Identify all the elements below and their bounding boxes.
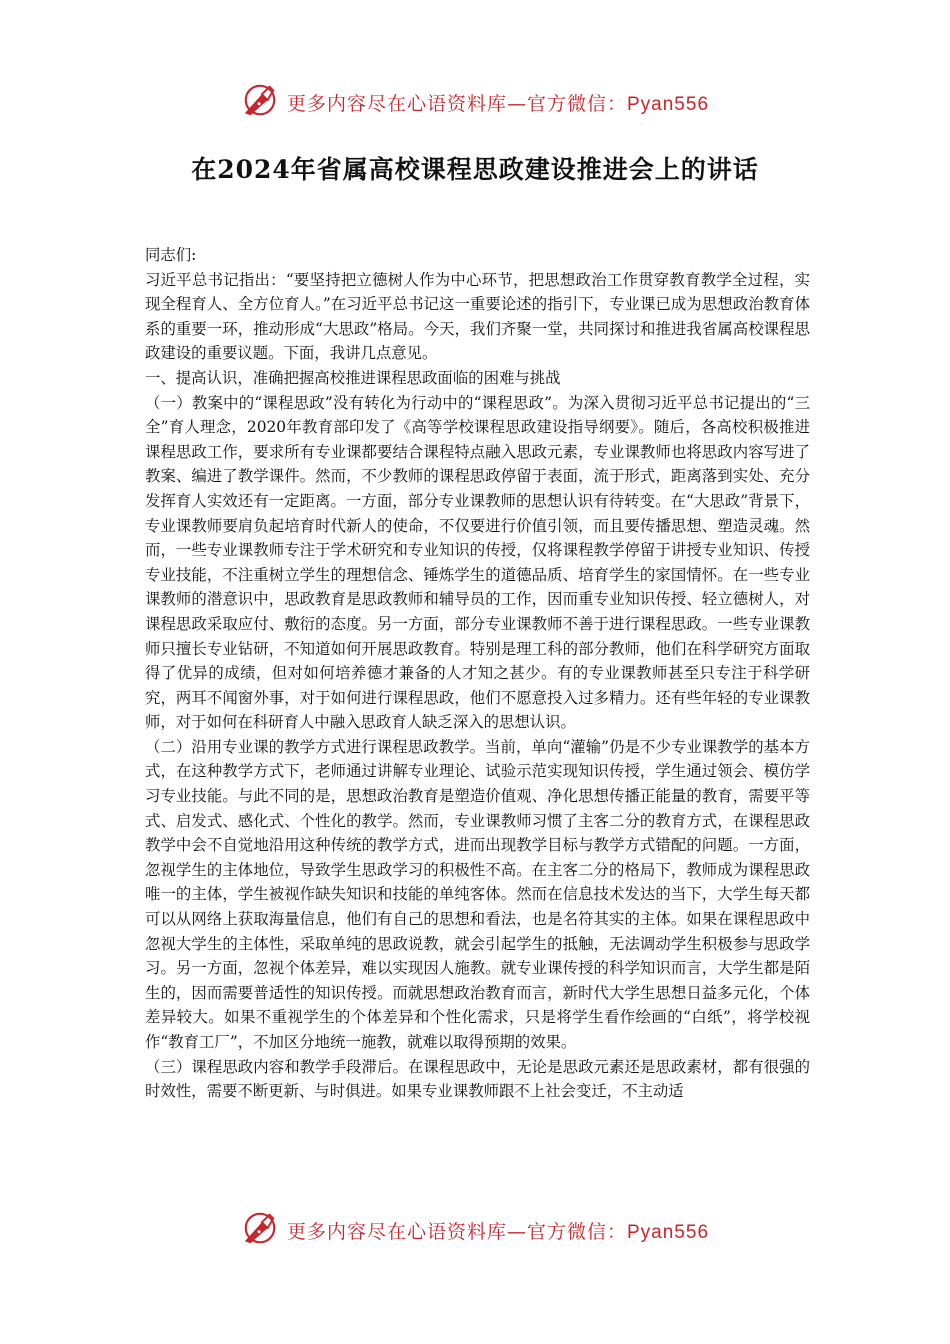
paragraph: 习近平总书记指出：“要坚持把立德树人作为中心环节，把思想政治工作贯穿教育教学全过程，实现全程育人、全方位育人。”在习近平总书记这一重要论述的指引下，专业课已成为思想政治教育体系的重要一环，推动形成“大思政”格局。今天，我们齐聚一堂，共同探讨和推进我省属高校课程思政建设的重要议题。下面，我讲几点意见。	[145, 270, 810, 363]
page-title: 在2024年省属高校课程思政建设推进会上的讲话	[191, 155, 759, 184]
paragraph: （二）沿用专业课的教学方式进行课程思政教学。当前，单向“灌输”仍是不少专业课教学的基本方式，在这种教学方式下，老师通过讲解专业理论、试验示范实现知识传授，学生通过领会、模仿学习专业技能。与此不同的是，思想政治教育是塑造价值观、净化思想传播正能量的教育，需要平等式、启发式、感化式、个性化的教学。然而，专业课教师习惯了主客二分的教育方式，在课程思政教学中会不自觉地沿用这种传统的教学方式，进而出现教学目标与教学方式错配的问题。一方面，忽视学生的主体地位，导致学生思政学习的积极性不高。在主客二分的格局下，教师成为课程思政唯一的主体，学生被视作缺失知识和技能的单纯客体。然而在信息技术发达的当下，大学生每天都可以从网络上获取海量信息，他们有自己的思想和看法，也是名符其实的主体。如果在课程思政中忽视大学生的主体性，采取单纯的思政说教，就会引起学生的抵触，无法调动学生积极参与思政学习。另一方面，忽视个体差异，难以实现因人施教。就专业课传授的科学知识而言，大学生都是陌生的，因而需要普适性的知识传授。而就思想政治教育而言，新时代大学生思想日益多元化，个体差异较大。如果不重视学生的个体差异和个性化需求，只是将学生看作绘画的“白纸”，将学校视作“教育工厂”，不加区分地统一施教，就难以取得预期的效果。	[145, 737, 810, 1051]
wechat-handle: Pyan556	[627, 1221, 710, 1243]
footer-banner	[0, 1210, 950, 1250]
section-heading: 一、提高认识，准确把握高校推进课程思政面临的困难与挑战	[145, 368, 561, 387]
pen-nib-logo-icon	[241, 81, 279, 123]
wechat-handle: Pyan556	[627, 93, 710, 115]
paragraph: （一）教案中的“课程思政”没有转化为行动中的“课程思政”。为深入贯彻习近平总书记提出的“三全”育人理念，2020年教育部印发了《高等学校课程思政建设指导纲要》。随后，各高校积极推进课程思政工作，要求所有专业课都要结合课程特点融入思政元素，专业课教师也将思政内容写进了教案、编进了教学课件。然而，不少教师的课程思政停留于表面，流于形式，距离落到实处、充分发挥育人实效还有一定距离。一方面，部分专业课教师的思想认识有待转变。在“大思政”背景下，专业课教师要肩负起培育时代新人的使命，不仅要进行价值引领，而且要传播思想、塑造灵魂。然而，一些专业课教师专注于学术研究和专业知识的传授，仅将课程教学停留于讲授专业知识、传授专业技能，不注重树立学生的理想信念、锤炼学生的道德品质、培育学生的家国情怀。在一些专业课教师的潜意识中，思政教育是思政教师和辅导员的工作，因而重专业知识传授、轻立德树人，对课程思政采取应付、敷衍的态度。另一方面，部分专业课教师不善于进行课程思政。一些专业课教师只擅长专业钻研，不知道如何开展思政教育。特别是理工科的部分教师，他们在科学研究方面取得了优异的成绩，但对如何培养德才兼备的人才知之甚少。有的专业课教师甚至只专注于科学研究，两耳不闻窗外事，对于如何进行课程思政，他们不愿意投入过多精力。还有些年轻的专业课教师，对于如何在科研育人中融入思政育人缺乏深入的思想认识。	[145, 393, 810, 732]
speech-body	[145, 243, 810, 1104]
pen-nib-logo-icon	[241, 1209, 279, 1251]
paragraph: （三）课程思政内容和教学手段滞后。在课程思政中，无论是思政元素还是思政素材，都有很强的时效性，需要不断更新、与时俱进。如果专业课教师跟不上社会变迁，不主动适	[145, 1057, 810, 1101]
banner-text: 更多内容尽在心语资料库—官方微信：Pyan556	[286, 1220, 710, 1243]
salutation: 同志们:	[145, 246, 197, 264]
banner-text: 更多内容尽在心语资料库—官方微信：Pyan556	[286, 92, 710, 115]
header-banner	[0, 82, 950, 122]
